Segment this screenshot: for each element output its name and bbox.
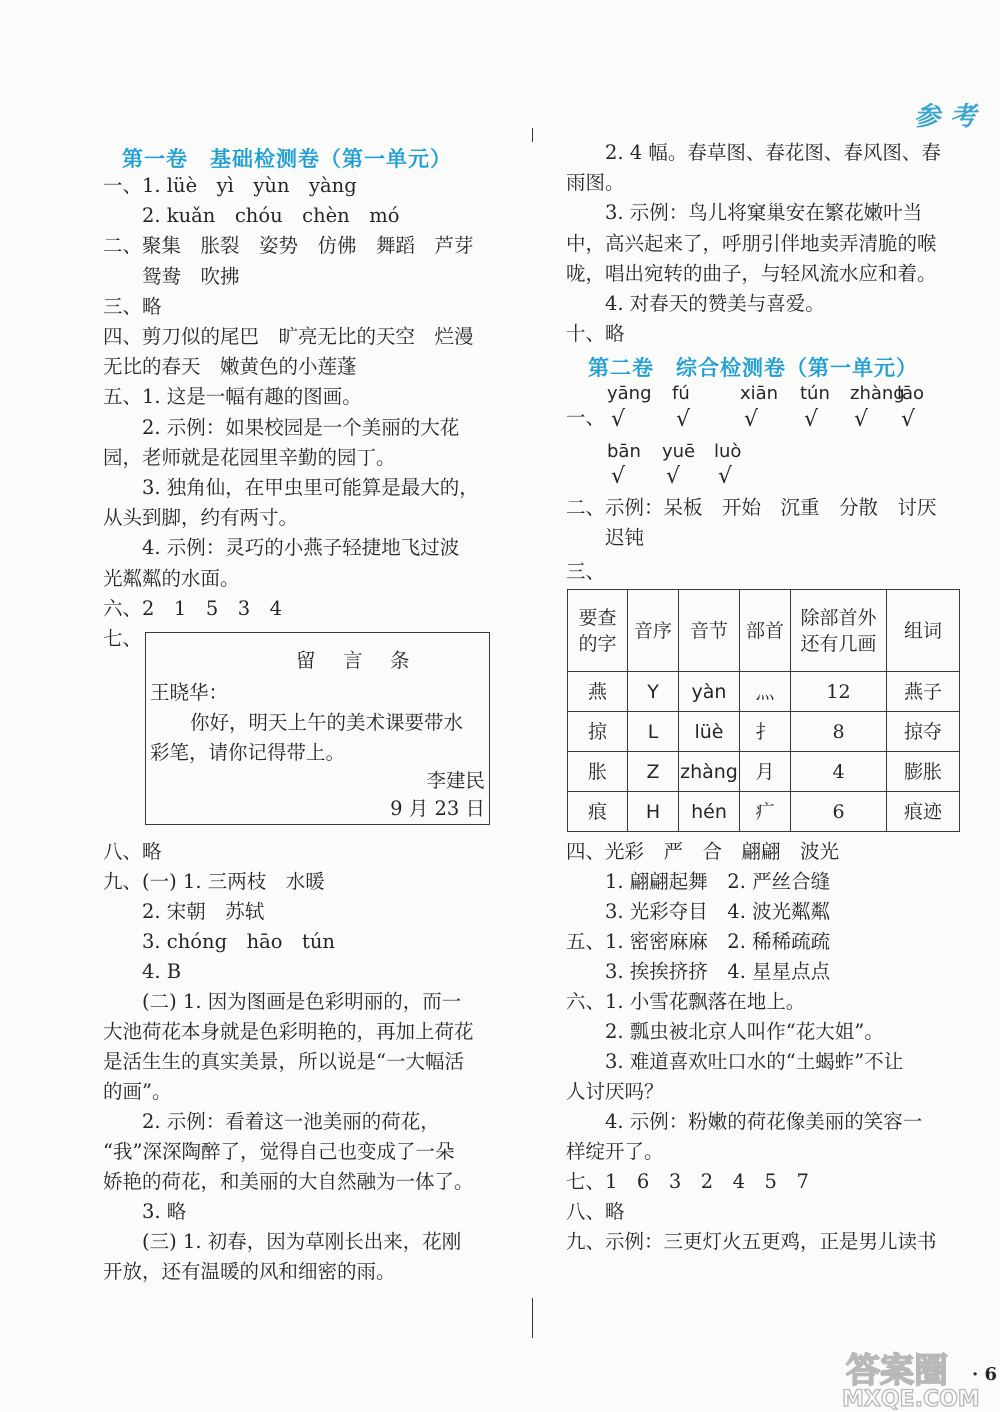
answer-line: 4. B xyxy=(103,960,182,983)
pinyin-syllable: luò xyxy=(714,441,742,462)
check-mark: √ xyxy=(744,407,759,432)
table-header-row xyxy=(568,590,960,672)
pinyin-syllable: yāng xyxy=(607,383,652,404)
table-cell: L xyxy=(628,712,679,752)
corner-title: 参考 xyxy=(913,102,986,132)
table-cell: 掠夺 xyxy=(887,712,960,752)
answer-line: 七、1 6 3 2 4 5 7 xyxy=(566,1170,809,1193)
check-mark: √ xyxy=(611,407,626,432)
answer-line: (三) 1. 初春，因为草刚长出来，花刚 xyxy=(103,1230,462,1253)
note-recipient: 王晓华： xyxy=(150,681,229,704)
table-cell: 掠 xyxy=(568,712,628,752)
check-mark: √ xyxy=(666,464,681,489)
table-cell: 8 xyxy=(791,712,887,752)
pinyin-syllable: bān xyxy=(607,441,641,462)
answer-line: 光粼粼的水面。 xyxy=(103,566,240,590)
answer-line: 无比的春天 嫩黄色的小莲蓬 xyxy=(103,355,357,379)
answer-line: 大池荷花本身就是色彩明艳的，再加上荷花 xyxy=(103,1020,474,1043)
answer-line: 3. 挨挨挤挤 4. 星星点点 xyxy=(566,960,831,983)
table-cell: Y xyxy=(628,672,679,712)
answer-line: 2. 示例：看着这一池美丽的荷花， xyxy=(103,1110,440,1133)
table-cell: 12 xyxy=(791,672,887,712)
pinyin-syllable: tún xyxy=(800,383,830,404)
note-signer: 李建民 xyxy=(426,769,485,792)
note-heading: 留 言 条 xyxy=(296,649,414,672)
answer-line: 迟钝 xyxy=(566,526,645,549)
answer-line: 十、略 xyxy=(566,322,625,346)
answer-line: 三、略 xyxy=(103,294,162,318)
svg-text:答案圈: 答案圈 xyxy=(846,1351,948,1391)
watermark-logo xyxy=(838,1346,1000,1412)
answer-line: 八、略 xyxy=(103,840,162,863)
q3-label: 三、 xyxy=(566,560,606,583)
answer-line: 四、光彩 严 合 翩翩 波光 xyxy=(566,840,840,863)
answer-line: 五、1. 这是一幅有趣的图画。 xyxy=(103,385,362,409)
table-cell: 灬 xyxy=(740,672,791,712)
pinyin-syllable: zhàng xyxy=(850,383,905,404)
table-cell: 胀 xyxy=(568,752,628,792)
note-date: 9 月 23 日 xyxy=(390,797,485,820)
answer-line: 开放，还有温暖的风和细密的雨。 xyxy=(103,1260,396,1283)
answer-line: 3. 难道喜欢吐口水的“土蝎蚱”不让 xyxy=(566,1050,904,1073)
table-row xyxy=(568,792,960,832)
table-cell: 燕 xyxy=(568,672,628,712)
answer-line: 2. 4 幅。春草图、春花图、春风图、春 xyxy=(566,141,941,164)
table-cell: zhàng xyxy=(679,752,740,792)
table-cell: yàn xyxy=(679,672,740,712)
table-cell: 扌 xyxy=(740,712,791,752)
check-mark: √ xyxy=(804,407,819,432)
answer-line: (二) 1. 因为图画是色彩明丽的，而一 xyxy=(103,990,462,1013)
q1-label: 一、 xyxy=(566,406,606,429)
answer-line: 六、2 1 5 3 4 xyxy=(103,596,283,620)
note-body-line-1: 你好，明天上午的美术课要带水 xyxy=(190,711,464,734)
answer-line: 2. kuǎn chóu chèn mó xyxy=(103,204,400,228)
table-cell: lüè xyxy=(679,712,740,752)
answer-line: 园，老师就是花园里辛勤的园丁。 xyxy=(103,445,396,469)
table-cell: 疒 xyxy=(740,792,791,832)
section-title-volume-2: 第二卷 综合检测卷（第一单元） xyxy=(588,356,918,380)
svg-text:MXQE.COM: MXQE.COM xyxy=(842,1387,980,1412)
answer-line: 鸳鸯 吹拂 xyxy=(103,264,240,288)
column-divider-bottom xyxy=(532,1298,533,1338)
answer-line: 二、聚集 胀裂 姿势 仿佛 舞蹈 芦芽 xyxy=(103,234,474,258)
check-mark: √ xyxy=(611,464,626,489)
answer-line: 3. chóng hāo tún xyxy=(103,930,335,953)
message-note xyxy=(145,632,490,825)
answer-line: 4. 对春天的赞美与喜爱。 xyxy=(566,292,825,315)
answer-line: 二、示例：呆板 开始 沉重 分散 讨厌 xyxy=(566,496,937,519)
answer-line: 一、1. lüè yì yùn yàng xyxy=(103,174,357,197)
column-divider-top xyxy=(532,128,533,142)
pinyin-syllable: lāo xyxy=(897,383,925,404)
check-mark: √ xyxy=(901,407,916,432)
table-cell: hén xyxy=(679,792,740,832)
answer-line: 2. 宋朝 苏轼 xyxy=(103,900,265,923)
table-cell: 月 xyxy=(740,752,791,792)
answer-line: 四、剪刀似的尾巴 旷亮无比的天空 烂漫 xyxy=(103,325,474,348)
section-title-volume-1: 第一卷 基础检测卷（第一单元） xyxy=(122,147,452,171)
dictionary-lookup-table xyxy=(567,589,960,832)
answer-line: “我”深深陶醉了，觉得自己也变成了一朵 xyxy=(103,1140,455,1163)
table-header-cell: 部首 xyxy=(740,590,791,672)
answer-line: 2. 示例：如果校园是一个美丽的大花 xyxy=(103,415,460,439)
table-cell: Z xyxy=(628,752,679,792)
page-number: · 6 xyxy=(972,1364,998,1385)
answer-line: 3. 光彩夺目 4. 波光粼粼 xyxy=(566,900,831,923)
answer-line: 3. 独角仙，在甲虫里可能算是最大的， xyxy=(103,476,479,499)
answer-line: 样绽开了。 xyxy=(566,1140,664,1163)
answer-line: 2. 瓢虫被北京人叫作“花大姐”。 xyxy=(566,1020,884,1043)
answer-line: 3. 略 xyxy=(103,1200,187,1223)
answer-line: 七、 xyxy=(103,627,143,650)
table-cell: 膨胀 xyxy=(887,752,960,792)
table-row xyxy=(568,752,960,792)
check-mark: √ xyxy=(676,407,691,432)
table-row xyxy=(568,712,960,752)
answer-line: 中，高兴起来了，呼朋引伴地卖弄清脆的喉 xyxy=(566,231,937,255)
answer-line: 从头到脚，约有两寸。 xyxy=(103,506,299,530)
answer-line: 九、(一) 1. 三两枝 水暖 xyxy=(103,870,325,893)
table-cell: 4 xyxy=(791,752,887,792)
table-header-cell: 组词 xyxy=(887,590,960,672)
pinyin-syllable: yuē xyxy=(662,441,696,462)
answer-line: 六、1. 小雪花飘落在地上。 xyxy=(566,990,806,1013)
answer-line: 3. 示例：鸟儿将窠巢安在繁花嫩叶当 xyxy=(566,201,923,225)
answer-line: 是活生生的真实美景，所以说是“一大幅活 xyxy=(103,1050,464,1073)
answer-line: 咙，唱出宛转的曲子，与轻风流水应和着。 xyxy=(566,261,937,285)
check-mark: √ xyxy=(718,464,733,489)
answer-line: 雨图。 xyxy=(566,171,625,195)
pinyin-syllable: fú xyxy=(672,383,690,404)
table-header-cell: 音序 xyxy=(628,590,679,672)
table-cell: 燕子 xyxy=(887,672,960,712)
table-header-cell: 除部首外还有几画 xyxy=(791,590,887,672)
answer-line: 4. 示例：粉嫩的荷花像美丽的笑容一 xyxy=(566,1110,923,1133)
answer-line: 1. 翩翩起舞 2. 严丝合缝 xyxy=(566,870,831,893)
table-cell: 6 xyxy=(791,792,887,832)
table-row xyxy=(568,672,960,712)
table-header-cell: 要查的字 xyxy=(568,590,628,672)
table-cell: 痕 xyxy=(568,792,628,832)
answer-line: 人讨厌吗？ xyxy=(566,1080,664,1103)
check-mark: √ xyxy=(854,407,869,432)
answer-line: 八、略 xyxy=(566,1200,625,1223)
table-cell: H xyxy=(628,792,679,832)
answer-line: 娇艳的荷花，和美丽的大自然融为一体了。 xyxy=(103,1170,474,1193)
table-header-cell: 音节 xyxy=(679,590,740,672)
note-body-line-2: 彩笔，请你记得带上。 xyxy=(150,741,346,764)
answer-line: 的画”。 xyxy=(103,1080,172,1103)
pinyin-syllable: xiān xyxy=(740,383,779,404)
answer-line: 4. 示例：灵巧的小燕子轻捷地飞过波 xyxy=(103,536,460,560)
table-cell: 痕迹 xyxy=(887,792,960,832)
answer-line: 九、示例：三更灯火五更鸡，正是男儿读书 xyxy=(566,1230,937,1253)
answer-line: 五、1. 密密麻麻 2. 稀稀疏疏 xyxy=(566,930,831,953)
